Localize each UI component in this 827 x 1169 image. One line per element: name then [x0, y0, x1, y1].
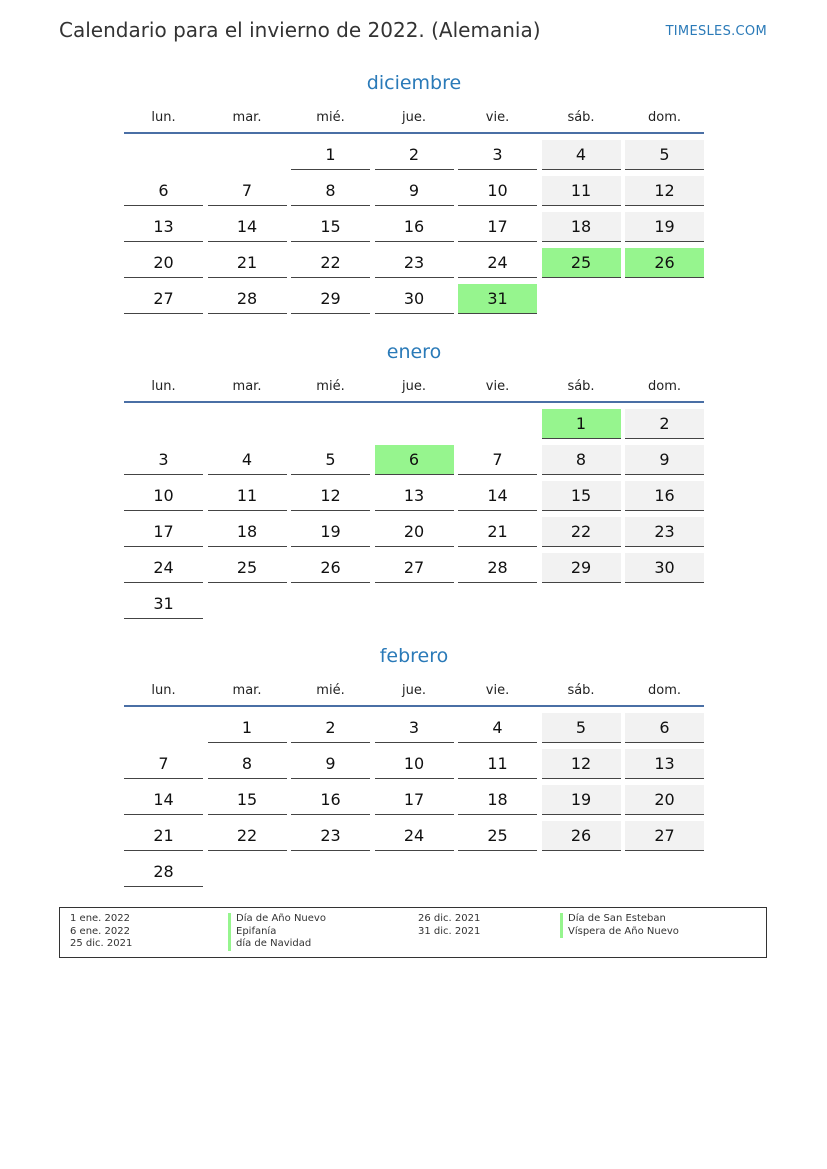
day-cell: 24 — [458, 248, 537, 278]
day-cell: 15 — [208, 785, 287, 815]
page-title: Calendario para el invierno de 2022. (Alemania) — [59, 18, 541, 42]
weekday-label: jue. — [402, 379, 426, 394]
day-cell: 11 — [208, 481, 287, 511]
day-cell: 5 — [291, 445, 370, 475]
day-cell: 3 — [458, 140, 537, 170]
weekday-label: mar. — [232, 683, 262, 698]
legend-date: 25 dic. 2021 — [70, 938, 133, 949]
weekday-label: lun. — [151, 379, 176, 394]
legend-date: 6 ene. 2022 — [70, 925, 130, 937]
empty-cell — [291, 407, 370, 443]
weekday-label: mar. — [232, 379, 262, 394]
weekday-label: lun. — [151, 110, 176, 125]
day-cell: 6 — [124, 176, 203, 206]
day-cell: 28 — [458, 553, 537, 583]
empty-cell — [208, 138, 287, 174]
day-cell: 3 — [124, 445, 203, 475]
weekday-label: mar. — [232, 110, 262, 125]
holiday-legend — [59, 907, 767, 958]
days-grid — [124, 407, 704, 623]
day-cell: 5 — [625, 140, 704, 170]
day-cell: 14 — [124, 785, 203, 815]
month-title: diciembre — [366, 72, 462, 94]
weekday-header — [124, 108, 704, 134]
empty-cell — [124, 711, 203, 747]
empty-cell — [458, 407, 537, 443]
day-cell: 6 — [625, 713, 704, 743]
day-cell: 3 — [375, 713, 454, 743]
day-cell: 14 — [208, 212, 287, 242]
days-grid — [124, 711, 704, 891]
month-calendar — [124, 643, 704, 891]
day-cell: 10 — [375, 749, 454, 779]
day-cell: 16 — [291, 785, 370, 815]
empty-cell — [208, 407, 287, 443]
day-cell: 22 — [542, 517, 621, 547]
day-cell: 8 — [291, 176, 370, 206]
day-cell: 30 — [375, 284, 454, 314]
holiday-day-cell: 6 — [375, 445, 454, 475]
days-grid — [124, 138, 704, 318]
day-cell: 18 — [458, 785, 537, 815]
legend-holiday-name: día de Navidad — [228, 938, 326, 951]
day-cell: 18 — [542, 212, 621, 242]
weekday-label: sáb. — [567, 110, 595, 125]
day-cell: 7 — [458, 445, 537, 475]
day-cell: 10 — [124, 481, 203, 511]
weekday-label: dom. — [647, 379, 681, 394]
weekday-label: sáb. — [567, 683, 595, 698]
day-cell: 2 — [375, 140, 454, 170]
day-cell: 17 — [458, 212, 537, 242]
weekday-label: lun. — [151, 683, 176, 698]
weekday-label: mié. — [316, 379, 345, 394]
weekday-label: mié. — [316, 110, 345, 125]
day-cell: 8 — [208, 749, 287, 779]
day-cell: 7 — [208, 176, 287, 206]
legend-holiday-name: Día de San Esteban — [560, 913, 679, 926]
day-cell: 20 — [625, 785, 704, 815]
day-cell: 16 — [375, 212, 454, 242]
day-cell: 14 — [458, 481, 537, 511]
holiday-day-cell: 25 — [542, 248, 621, 278]
holiday-day-cell: 1 — [542, 409, 621, 439]
day-cell: 13 — [375, 481, 454, 511]
day-cell: 12 — [625, 176, 704, 206]
day-cell: 5 — [542, 713, 621, 743]
holiday-day-cell: 26 — [625, 248, 704, 278]
day-cell: 19 — [291, 517, 370, 547]
legend-dates-right — [418, 913, 480, 938]
holiday-day-cell: 31 — [458, 284, 537, 314]
day-cell: 7 — [124, 749, 203, 779]
legend-names-left — [228, 913, 326, 951]
day-cell: 1 — [208, 713, 287, 743]
day-cell: 23 — [291, 821, 370, 851]
weekday-header — [124, 377, 704, 403]
day-cell: 21 — [124, 821, 203, 851]
day-cell: 24 — [375, 821, 454, 851]
empty-cell — [375, 407, 454, 443]
day-cell: 17 — [124, 517, 203, 547]
month-calendar — [124, 70, 704, 318]
weekday-label: jue. — [402, 683, 426, 698]
brand-logo[interactable]: TIMESLES.COM — [665, 24, 767, 39]
legend-holiday-name: Día de Año Nuevo — [228, 913, 326, 926]
month-title: enero — [386, 341, 442, 363]
day-cell: 29 — [542, 553, 621, 583]
day-cell: 16 — [625, 481, 704, 511]
day-cell: 11 — [542, 176, 621, 206]
day-cell: 27 — [375, 553, 454, 583]
weekday-label: vie. — [485, 110, 510, 125]
day-cell: 26 — [542, 821, 621, 851]
day-cell: 27 — [124, 284, 203, 314]
day-cell: 13 — [124, 212, 203, 242]
day-cell: 15 — [291, 212, 370, 242]
day-cell: 23 — [625, 517, 704, 547]
day-cell: 4 — [458, 713, 537, 743]
day-cell: 25 — [208, 553, 287, 583]
day-cell: 22 — [291, 248, 370, 278]
weekday-label: vie. — [485, 379, 510, 394]
month-calendar — [124, 339, 704, 623]
day-cell: 29 — [291, 284, 370, 314]
day-cell: 24 — [124, 553, 203, 583]
weekday-label: jue. — [402, 110, 426, 125]
day-cell: 12 — [291, 481, 370, 511]
day-cell: 4 — [542, 140, 621, 170]
day-cell: 31 — [124, 589, 203, 619]
day-cell: 2 — [291, 713, 370, 743]
day-cell: 11 — [458, 749, 537, 779]
month-title: febrero — [379, 645, 449, 667]
day-cell: 20 — [375, 517, 454, 547]
weekday-label: sáb. — [567, 379, 595, 394]
day-cell: 23 — [375, 248, 454, 278]
legend-holiday-name: Víspera de Año Nuevo — [560, 926, 679, 939]
weekday-label: dom. — [647, 110, 681, 125]
day-cell: 28 — [208, 284, 287, 314]
day-cell: 20 — [124, 248, 203, 278]
weekday-header — [124, 681, 704, 707]
day-cell: 28 — [124, 857, 203, 887]
weekday-label: dom. — [647, 683, 681, 698]
legend-names-right — [560, 913, 679, 938]
empty-cell — [124, 407, 203, 443]
empty-cell — [124, 138, 203, 174]
legend-date: 26 dic. 2021 — [418, 913, 481, 924]
day-cell: 12 — [542, 749, 621, 779]
day-cell: 1 — [291, 140, 370, 170]
day-cell: 18 — [208, 517, 287, 547]
day-cell: 27 — [625, 821, 704, 851]
legend-date: 31 dic. 2021 — [418, 925, 481, 937]
day-cell: 21 — [208, 248, 287, 278]
day-cell: 17 — [375, 785, 454, 815]
legend-date: 1 ene. 2022 — [70, 913, 130, 924]
day-cell: 19 — [625, 212, 704, 242]
day-cell: 26 — [291, 553, 370, 583]
legend-dates-left — [70, 913, 132, 951]
day-cell: 9 — [291, 749, 370, 779]
day-cell: 19 — [542, 785, 621, 815]
day-cell: 15 — [542, 481, 621, 511]
day-cell: 21 — [458, 517, 537, 547]
day-cell: 13 — [625, 749, 704, 779]
day-cell: 2 — [625, 409, 704, 439]
weekday-label: mié. — [316, 683, 345, 698]
day-cell: 4 — [208, 445, 287, 475]
legend-holiday-name: Epifanía — [228, 926, 326, 939]
day-cell: 9 — [625, 445, 704, 475]
weekday-label: vie. — [485, 683, 510, 698]
day-cell: 25 — [458, 821, 537, 851]
day-cell: 30 — [625, 553, 704, 583]
day-cell: 9 — [375, 176, 454, 206]
day-cell: 22 — [208, 821, 287, 851]
day-cell: 8 — [542, 445, 621, 475]
day-cell: 10 — [458, 176, 537, 206]
